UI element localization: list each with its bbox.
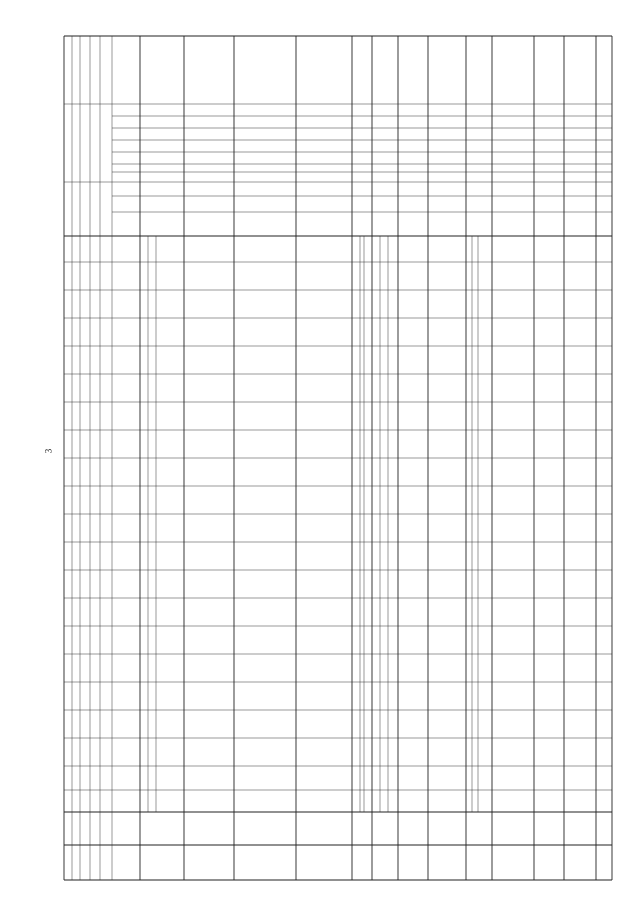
page-number: 3	[43, 448, 54, 454]
